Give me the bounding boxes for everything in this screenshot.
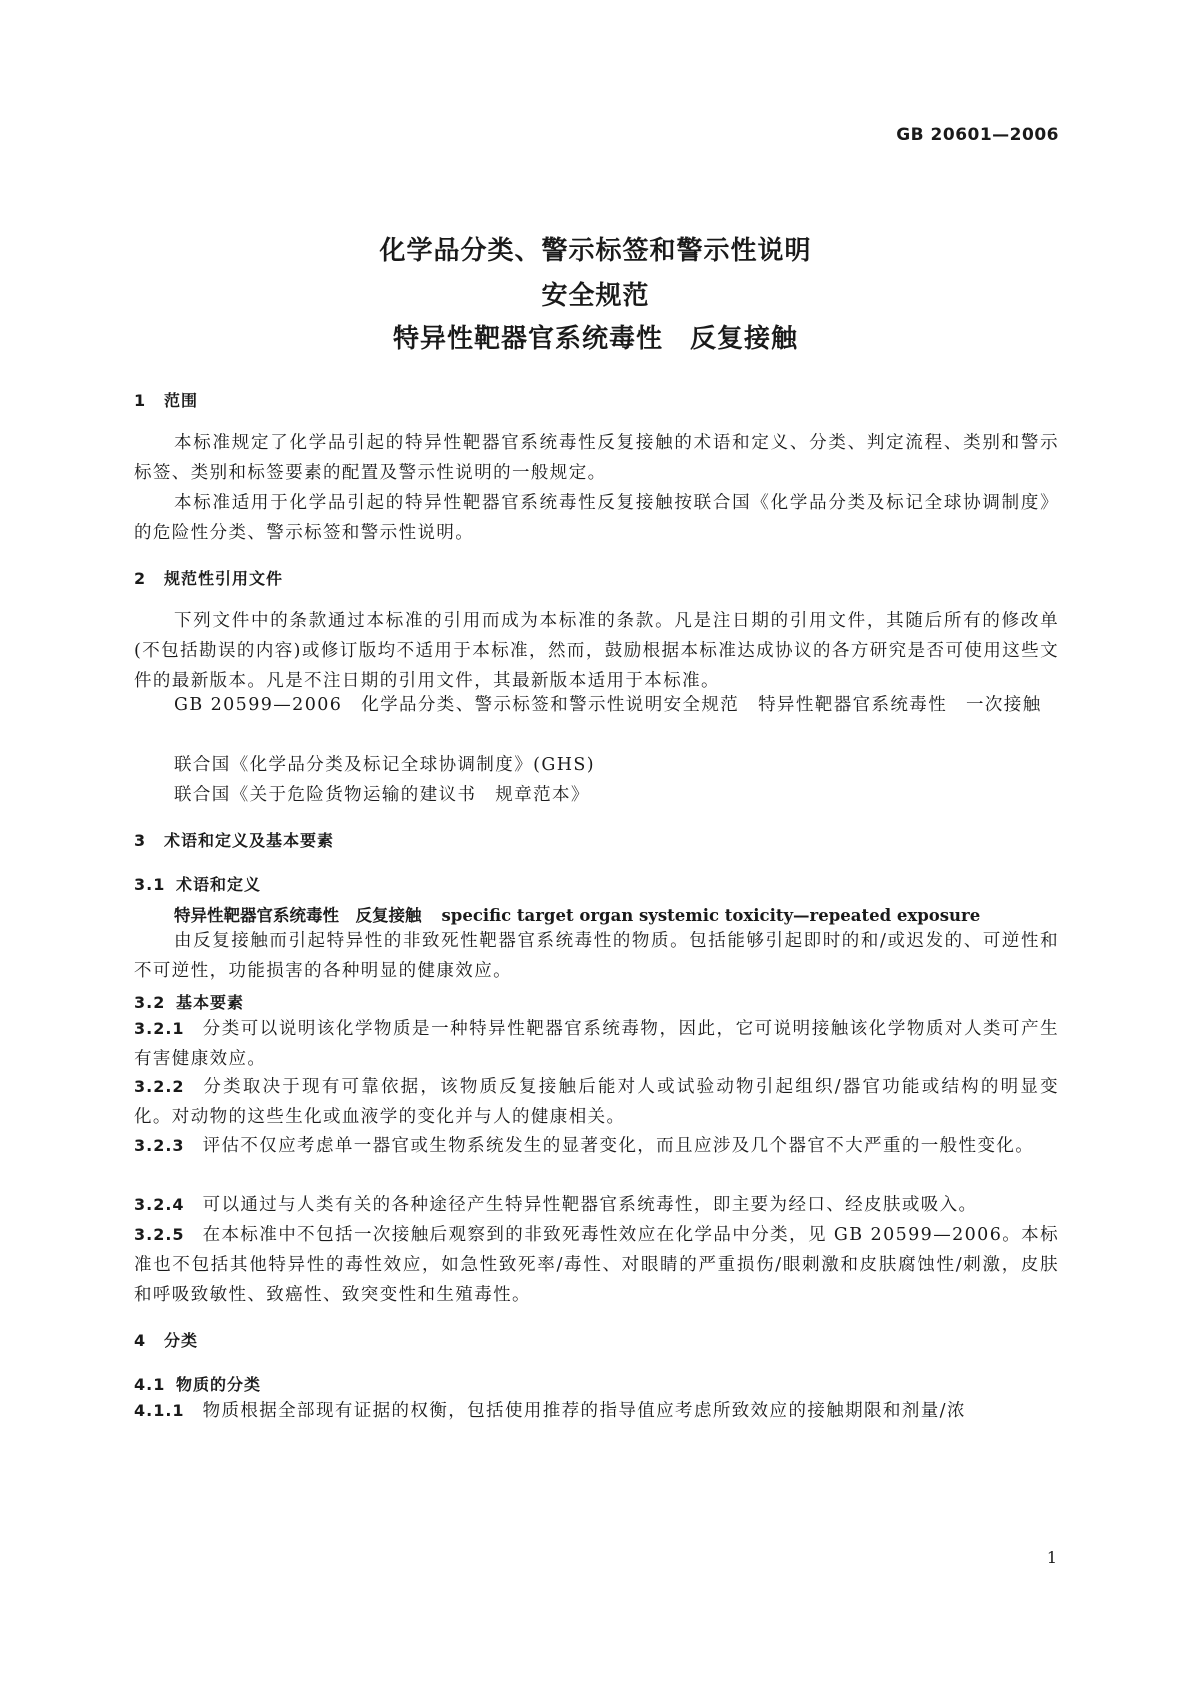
term-english: specific target organ systemic toxicity—repeated exposure xyxy=(441,906,981,925)
document-title-line1: 化学品分类、警示标签和警示性说明 xyxy=(379,236,812,266)
clause-4-1-1 xyxy=(134,1396,1059,1426)
section-number: 2 xyxy=(134,569,147,588)
section-title: 规范性引用文件 xyxy=(164,569,284,588)
section-number: 4 xyxy=(134,1331,147,1350)
clause-text: 分类可以说明该化学物质是一种特异性靶器官系统毒物，因此，它可说明接触该化学物质对人类可产生有害健康效应。 xyxy=(134,1019,1059,1069)
section-number: 3 xyxy=(134,831,147,850)
section-title: 基本要素 xyxy=(176,993,245,1012)
clause-3-2-4 xyxy=(134,1190,1059,1220)
section-4-heading xyxy=(134,1328,198,1351)
section-3-heading xyxy=(134,828,334,851)
section-title: 物质的分类 xyxy=(176,1375,262,1394)
clause-3-2-5 xyxy=(134,1220,1059,1310)
clause-number: 3.2.2 xyxy=(134,1077,185,1096)
clause-3-2-3 xyxy=(134,1131,1059,1161)
section-1-heading xyxy=(134,388,198,411)
section-3-1-heading xyxy=(134,872,261,895)
document-title-line2: 安全规范 xyxy=(541,281,650,311)
reference-ghs: 联合国《化学品分类及标记全球协调制度》(GHS) xyxy=(174,755,595,775)
section-title: 术语和定义及基本要素 xyxy=(164,831,335,850)
scope-paragraph-2: 本标准适用于化学品引起的特异性靶器官系统毒性反复接触按联合国《化学品分类及标记全球协调制度》的危险性分类、警示标签和警示性说明。 xyxy=(134,493,1059,543)
section-number: 3.1 xyxy=(134,875,166,894)
page-number: 1 xyxy=(1046,1548,1057,1567)
clause-3-2-2 xyxy=(134,1072,1059,1132)
clause-text: 在本标准中不包括一次接触后观察到的非致死毒性效应在化学品中分类，见 GB 20599—2006。本标准也不包括其他特异性的毒性效应，如急性致死率/毒性、对眼睛的严重损伤/眼刺激和皮肤腐蚀性/刺激，皮肤和呼吸致敏性、致癌性、致突变性和生殖毒性。 xyxy=(134,1225,1059,1305)
clause-text: 物质根据全部现有证据的权衡，包括使用推荐的指导值应考虑所致效应的接触期限和剂量/浓 xyxy=(202,1401,966,1421)
clause-number: 3.2.3 xyxy=(134,1136,185,1155)
term-definition: 由反复接触而引起特异性的非致死性靶器官系统毒性的物质。包括能够引起即时的和/或迟发的、可逆性和不可逆性，功能损害的各种明显的健康效应。 xyxy=(134,931,1059,981)
section-number: 4.1 xyxy=(134,1375,166,1394)
section-2-heading xyxy=(134,566,283,589)
clause-number: 3.2.5 xyxy=(134,1225,185,1244)
term-chinese: 特异性靶器官系统毒性 反复接触 xyxy=(174,906,422,925)
clause-number: 3.2.4 xyxy=(134,1195,185,1214)
clause-number: 3.2.1 xyxy=(134,1019,185,1038)
section-number: 1 xyxy=(134,391,147,410)
document-title-line3: 特异性靶器官系统毒性 反复接触 xyxy=(392,324,798,354)
term-entry xyxy=(174,902,980,926)
clause-number: 4.1.1 xyxy=(134,1401,185,1420)
clause-text: 评估不仅应考虑单一器官或生物系统发生的显著变化，而且应涉及几个器官不大严重的一般性变化。 xyxy=(202,1136,1035,1156)
section-title: 术语和定义 xyxy=(176,875,262,894)
section-number: 3.2 xyxy=(134,993,166,1012)
section-3-2-heading xyxy=(134,990,244,1013)
section-title: 分类 xyxy=(164,1331,199,1350)
section-title: 范围 xyxy=(164,391,199,410)
reference-gb20599: GB 20599—2006 化学品分类、警示标签和警示性说明安全规范 特异性靶器官系统毒性 一次接触 xyxy=(174,695,1042,715)
reference-un-recommendations: 联合国《关于危险货物运输的建议书 规章范本》 xyxy=(174,785,590,805)
clause-text: 可以通过与人类有关的各种途径产生特异性靶器官系统毒性，即主要为经口、经皮肤或吸入。 xyxy=(202,1195,978,1215)
clause-3-2-1 xyxy=(134,1014,1059,1074)
clause-text: 分类取决于现有可靠依据，该物质反复接触后能对人或试验动物引起组织/器官功能或结构的明显变化。对动物的这些生化或血液学的变化并与人的健康相关。 xyxy=(134,1077,1059,1127)
standard-number: GB 20601—2006 xyxy=(896,125,1059,145)
scope-paragraph-1: 本标准规定了化学品引起的特异性靶器官系统毒性反复接触的术语和定义、分类、判定流程、类别和警示标签、类别和标签要素的配置及警示性说明的一般规定。 xyxy=(134,433,1059,483)
normative-references-paragraph: 下列文件中的条款通过本标准的引用而成为本标准的条款。凡是注日期的引用文件，其随后所有的修改单(不包括勘误的内容)或修订版均不适用于本标准，然而，鼓励根据本标准达成协议的各方研究是否可使用这些文件的最新版本。凡是不注日期的引用文件，其最新版本适用于本标准。 xyxy=(134,611,1059,691)
section-4-1-heading xyxy=(134,1372,261,1395)
